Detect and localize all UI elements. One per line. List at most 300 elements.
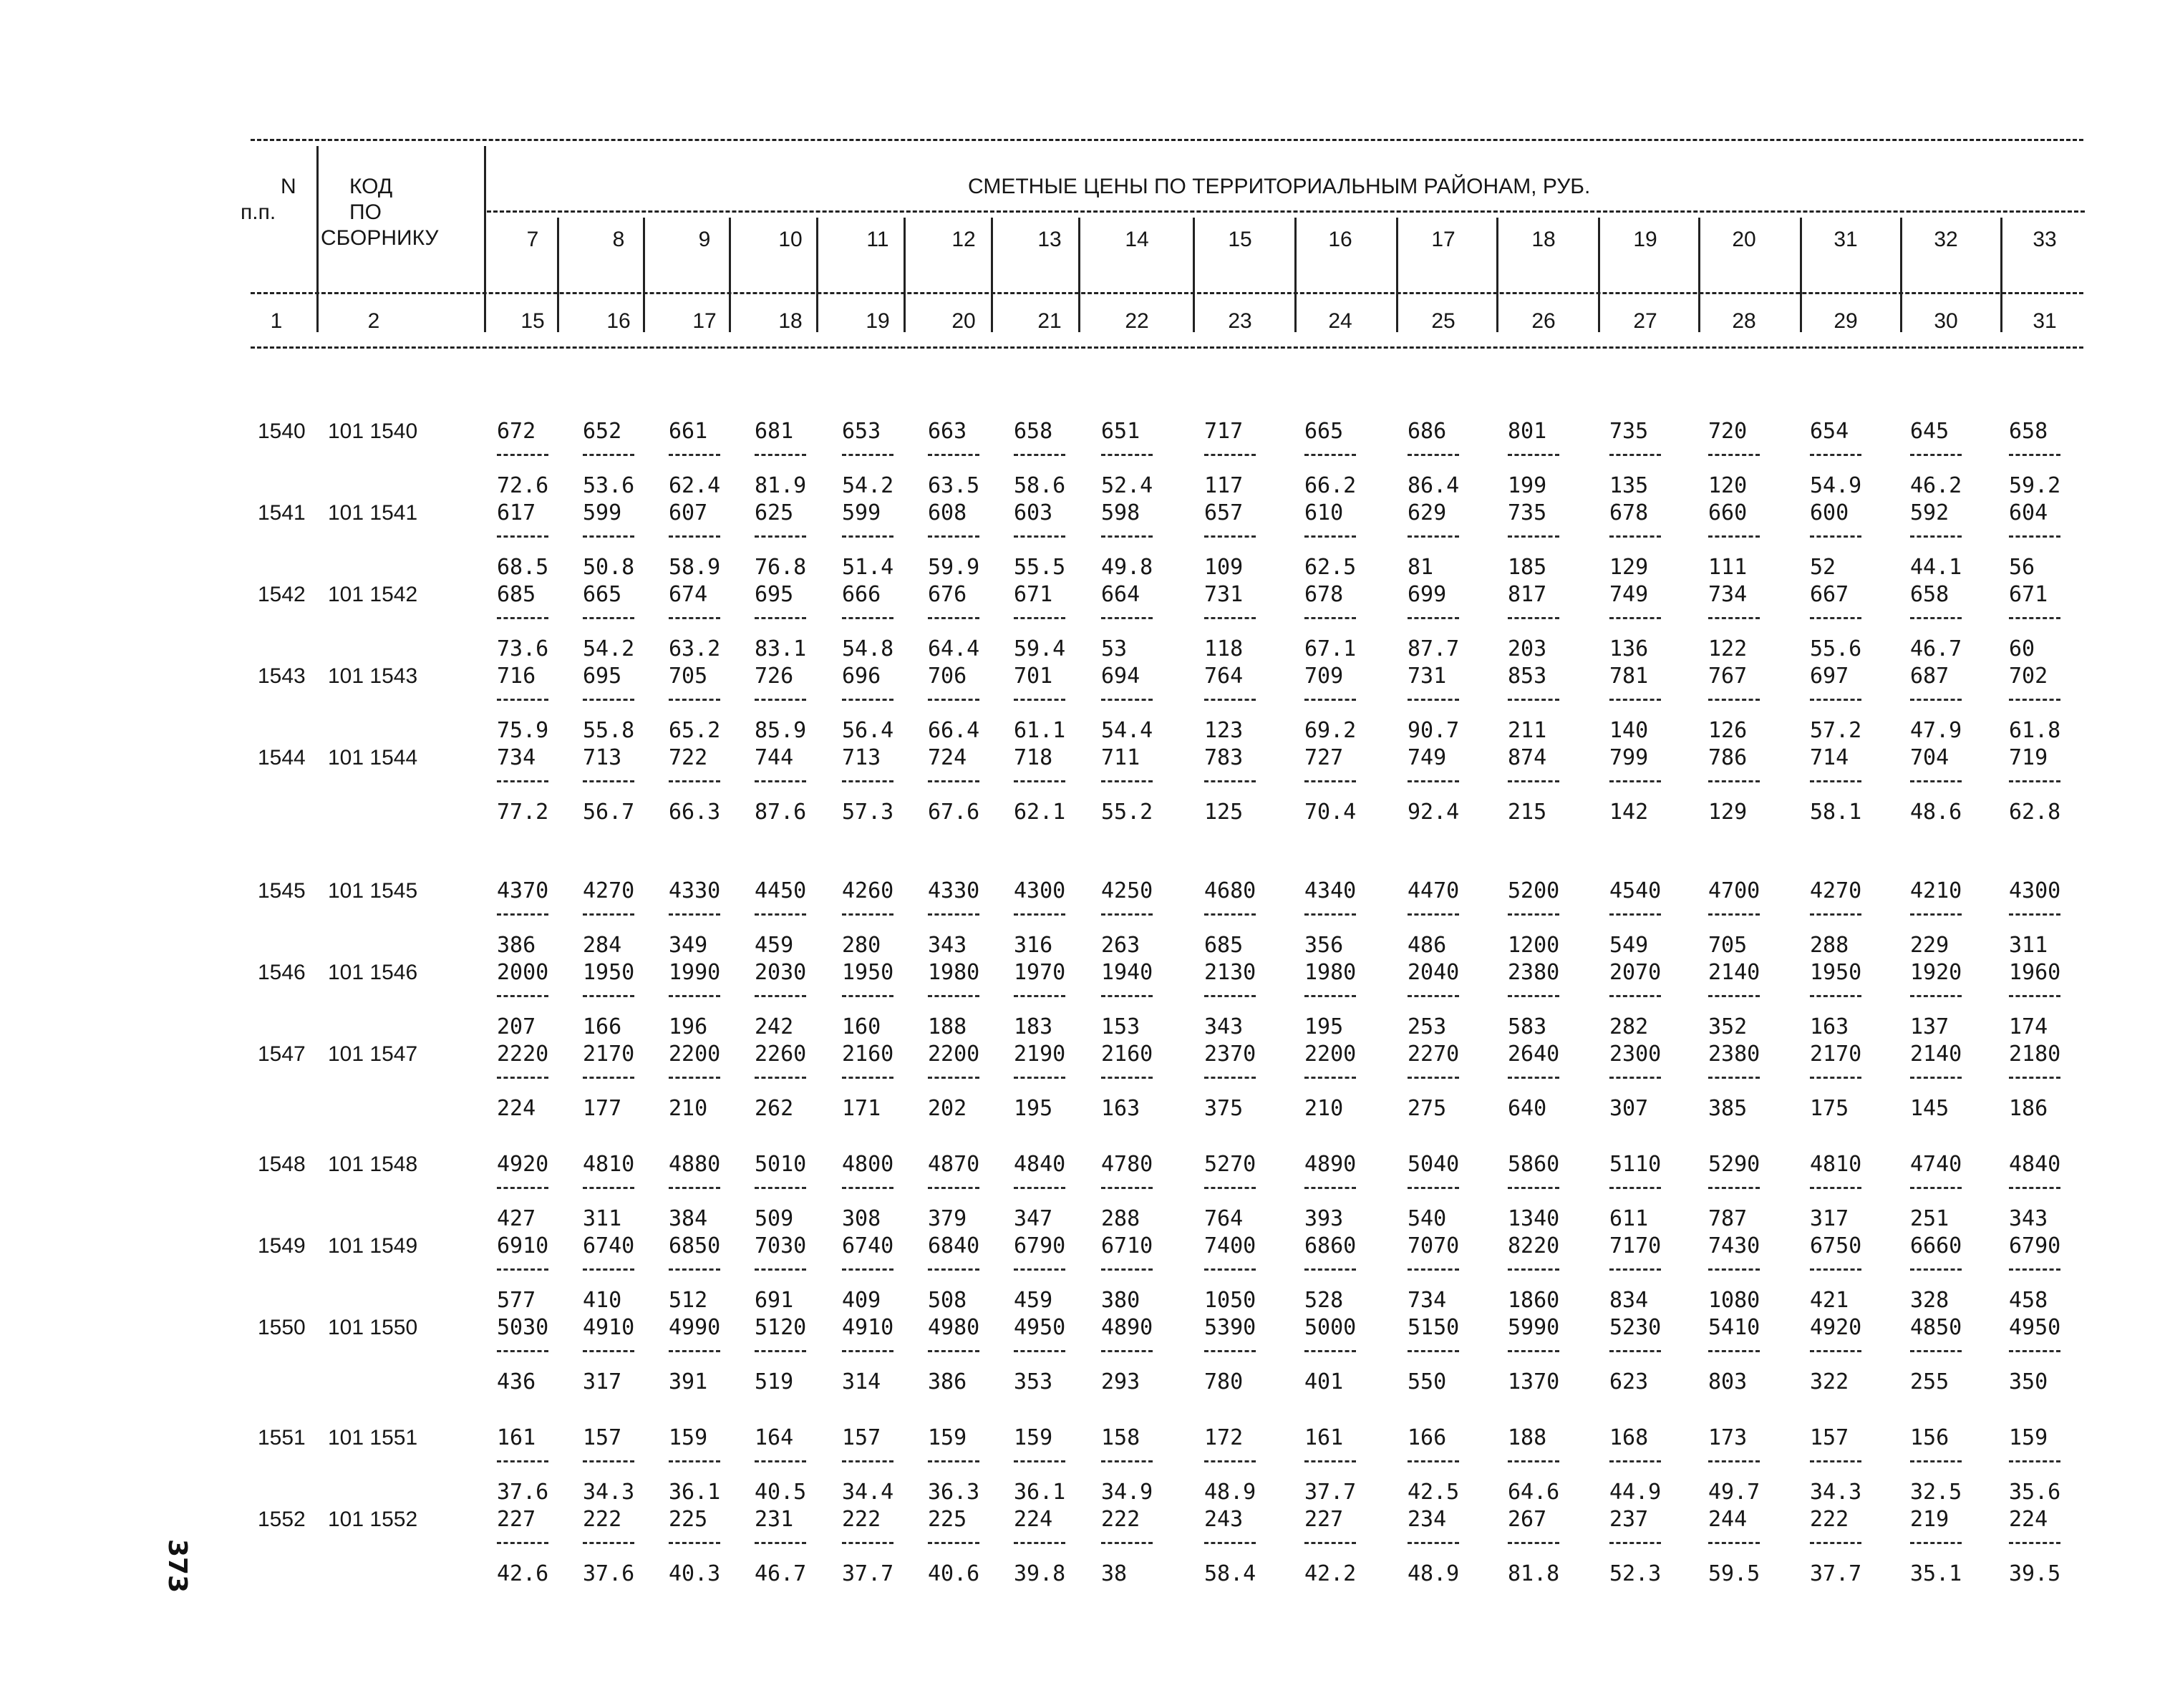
price-denominator: 196 [669, 1014, 708, 1039]
row-code: 101 1546 [328, 961, 418, 984]
fraction-bar [928, 617, 979, 619]
price-denominator: 577 [497, 1288, 536, 1313]
fraction-bar [1204, 780, 1256, 782]
price-value: 7170 [1609, 1233, 1662, 1258]
price-value: 222 [1810, 1507, 1849, 1532]
price-value: 667 [1810, 582, 1849, 607]
fraction-bar [1810, 1542, 1861, 1544]
price-value: 651 [1101, 419, 1140, 444]
price-value: 722 [669, 745, 708, 770]
row-number: 1546 [258, 961, 306, 984]
fraction-bar [2009, 1077, 2060, 1079]
price-denominator: 81 [1408, 555, 1434, 580]
price-denominator: 38 [1101, 1561, 1128, 1586]
fraction-bar [1101, 1350, 1153, 1352]
fraction-bar [1609, 1460, 1661, 1462]
price-denominator: 583 [1508, 1014, 1547, 1039]
fraction-bar [755, 617, 806, 619]
price-value: 1990 [669, 960, 721, 985]
header-vline-2 [484, 146, 486, 332]
price-value: 8220 [1508, 1233, 1560, 1258]
row-number: 1545 [258, 879, 306, 903]
price-value: 702 [2009, 664, 2048, 689]
price-denominator: 512 [669, 1288, 708, 1313]
region-header-33: 33 [2033, 228, 2057, 251]
price-value: 717 [1204, 419, 1244, 444]
price-value: 4950 [2009, 1315, 2061, 1340]
price-denominator: 67.1 [1304, 636, 1357, 661]
header-col-separator [1294, 218, 1297, 332]
fraction-bar [842, 1542, 893, 1544]
price-denominator: 61.1 [1014, 718, 1066, 743]
price-denominator: 174 [2009, 1014, 2048, 1039]
price-denominator: 65.2 [669, 718, 721, 743]
price-value: 157 [583, 1425, 622, 1450]
price-denominator: 328 [1910, 1288, 1949, 1313]
price-value: 5990 [1508, 1315, 1560, 1340]
price-value: 5150 [1408, 1315, 1460, 1340]
price-value: 676 [928, 582, 967, 607]
price-value: 4700 [1708, 878, 1760, 903]
price-value: 6840 [928, 1233, 980, 1258]
price-value: 2170 [583, 1042, 635, 1067]
price-denominator: 137 [1910, 1014, 1949, 1039]
fraction-bar [1708, 699, 1760, 701]
price-denominator: 780 [1204, 1369, 1244, 1394]
price-value: 219 [1910, 1507, 1949, 1532]
price-value: 2380 [1708, 1042, 1760, 1067]
price-value: 5030 [497, 1315, 549, 1340]
fraction-bar [1204, 1268, 1256, 1271]
price-value: 709 [1304, 664, 1344, 689]
row-number: 1541 [258, 501, 306, 525]
price-denominator: 56.4 [842, 718, 894, 743]
price-value: 711 [1101, 745, 1140, 770]
price-denominator: 58.4 [1204, 1561, 1256, 1586]
price-value: 735 [1508, 500, 1547, 525]
price-value: 783 [1204, 745, 1244, 770]
price-denominator: 53 [1101, 636, 1128, 661]
price-denominator: 391 [669, 1369, 708, 1394]
price-denominator: 37.7 [1304, 1480, 1357, 1505]
fraction-bar [2009, 1268, 2060, 1271]
price-denominator: 118 [1204, 636, 1244, 661]
fraction-bar [842, 1350, 893, 1352]
fraction-bar [497, 913, 548, 916]
price-value: 678 [1609, 500, 1649, 525]
price-denominator: 308 [842, 1206, 881, 1231]
row-code: 101 1543 [328, 664, 418, 688]
price-value: 701 [1014, 664, 1053, 689]
price-denominator: 54.9 [1810, 473, 1862, 498]
price-denominator: 70.4 [1304, 800, 1357, 825]
price-value: 244 [1708, 1507, 1748, 1532]
price-value: 600 [1810, 500, 1849, 525]
price-denominator: 40.5 [755, 1480, 807, 1505]
fraction-bar [1508, 699, 1559, 701]
price-value: 4870 [928, 1152, 980, 1177]
price-denominator: 52 [1810, 555, 1836, 580]
header-col-separator [1078, 218, 1080, 332]
price-value: 720 [1708, 419, 1748, 444]
fraction-bar [1708, 1542, 1760, 1544]
fraction-bar [755, 1542, 806, 1544]
price-denominator: 62.1 [1014, 800, 1066, 825]
price-value: 2160 [842, 1042, 894, 1067]
price-value: 2140 [1910, 1042, 1962, 1067]
fraction-bar [842, 454, 893, 456]
price-denominator: 59.4 [1014, 636, 1066, 661]
fraction-bar [669, 1542, 720, 1544]
fraction-bar [583, 535, 634, 538]
fraction-bar [1609, 617, 1661, 619]
fraction-bar [1508, 1460, 1559, 1462]
price-denominator: 52.3 [1609, 1561, 1662, 1586]
fraction-bar [755, 995, 806, 997]
index-col-15: 15 [520, 309, 545, 333]
fraction-bar [1609, 995, 1661, 997]
fraction-bar [1609, 913, 1661, 916]
price-denominator: 53.6 [583, 473, 635, 498]
price-denominator: 64.4 [928, 636, 980, 661]
price-value: 5120 [755, 1315, 807, 1340]
fraction-bar [1508, 454, 1559, 456]
fraction-bar [1101, 454, 1153, 456]
price-denominator: 685 [1204, 933, 1244, 958]
price-denominator: 55.8 [583, 718, 635, 743]
price-denominator: 307 [1609, 1096, 1649, 1121]
price-denominator: 64.6 [1508, 1480, 1560, 1505]
fraction-bar [1708, 1460, 1760, 1462]
price-denominator: 36.1 [669, 1480, 721, 1505]
price-denominator: 44.1 [1910, 555, 1962, 580]
fraction-bar [842, 913, 893, 916]
row-code: 101 1541 [328, 501, 418, 525]
price-value: 799 [1609, 745, 1649, 770]
price-denominator: 67.6 [928, 800, 980, 825]
index-col-31: 31 [2033, 309, 2057, 333]
price-value: 5110 [1609, 1152, 1662, 1177]
price-denominator: 242 [755, 1014, 794, 1039]
fraction-bar [1508, 913, 1559, 916]
price-denominator: 386 [497, 933, 536, 958]
price-denominator: 111 [1708, 555, 1748, 580]
region-header-9: 9 [698, 228, 711, 251]
price-value: 5230 [1609, 1315, 1662, 1340]
price-denominator: 314 [842, 1369, 881, 1394]
col-code-line2: ПО [349, 200, 382, 224]
fraction-bar [583, 995, 634, 997]
price-value: 5200 [1508, 878, 1560, 903]
fraction-bar [1708, 913, 1760, 916]
fraction-bar [1810, 454, 1861, 456]
header-col-separator [729, 218, 731, 332]
index-col-16: 16 [606, 309, 631, 333]
price-value: 718 [1014, 745, 1053, 770]
price-value: 2040 [1408, 960, 1460, 985]
price-denominator: 550 [1408, 1369, 1447, 1394]
price-value: 168 [1609, 1425, 1649, 1450]
price-value: 243 [1204, 1507, 1244, 1532]
fraction-bar [497, 1268, 548, 1271]
price-denominator: 322 [1810, 1369, 1849, 1394]
price-denominator: 83.1 [755, 636, 807, 661]
price-denominator: 356 [1304, 933, 1344, 958]
price-value: 224 [2009, 1507, 2048, 1532]
price-denominator: 48.6 [1910, 800, 1962, 825]
price-denominator: 347 [1014, 1206, 1053, 1231]
header-col-separator [557, 218, 559, 332]
price-value: 617 [497, 500, 536, 525]
fraction-bar [2009, 1460, 2060, 1462]
price-value: 4250 [1101, 878, 1153, 903]
price-denominator: 352 [1708, 1014, 1748, 1039]
fraction-bar [1304, 1350, 1356, 1352]
price-value: 6740 [842, 1233, 894, 1258]
price-value: 653 [842, 419, 881, 444]
price-denominator: 528 [1304, 1288, 1344, 1313]
price-value: 4810 [583, 1152, 635, 1177]
price-denominator: 123 [1204, 718, 1244, 743]
price-denominator: 55.5 [1014, 555, 1066, 580]
price-value: 5290 [1708, 1152, 1760, 1177]
fraction-bar [1508, 535, 1559, 538]
price-value: 4210 [1910, 878, 1962, 903]
price-value: 4920 [1810, 1315, 1862, 1340]
price-value: 671 [2009, 582, 2048, 607]
price-value: 607 [669, 500, 708, 525]
price-value: 592 [1910, 500, 1949, 525]
index-col-19: 19 [866, 309, 890, 333]
fraction-bar [497, 454, 548, 456]
price-denominator: 188 [928, 1014, 967, 1039]
price-denominator: 42.6 [497, 1561, 549, 1586]
row-code: 101 1552 [328, 1508, 418, 1531]
fraction-bar [1408, 1268, 1459, 1271]
price-value: 781 [1609, 664, 1649, 689]
price-denominator: 34.4 [842, 1480, 894, 1505]
fraction-bar [583, 699, 634, 701]
price-denominator: 1860 [1508, 1288, 1560, 1313]
fraction-bar [1408, 995, 1459, 997]
price-denominator: 66.2 [1304, 473, 1357, 498]
fraction-bar [2009, 1542, 2060, 1544]
col-np-bottom: п.п. [241, 200, 276, 224]
price-denominator: 37.7 [1810, 1561, 1862, 1586]
fraction-bar [1708, 780, 1760, 782]
fraction-bar [1810, 1187, 1861, 1189]
price-denominator: 125 [1204, 800, 1244, 825]
fraction-bar [497, 1077, 548, 1079]
price-value: 599 [842, 500, 881, 525]
price-value: 695 [755, 582, 794, 607]
price-value: 1950 [1810, 960, 1862, 985]
fraction-bar [583, 1542, 634, 1544]
price-value: 661 [669, 419, 708, 444]
price-value: 767 [1708, 664, 1748, 689]
price-value: 699 [1408, 582, 1447, 607]
page-number: 373 [163, 1539, 192, 1593]
price-denominator: 153 [1101, 1014, 1140, 1039]
price-denominator: 386 [928, 1369, 967, 1394]
region-header-7: 7 [526, 228, 539, 251]
fraction-bar [928, 454, 979, 456]
price-denominator: 35.1 [1910, 1561, 1962, 1586]
price-denominator: 63.5 [928, 473, 980, 498]
price-denominator: 32.5 [1910, 1480, 1962, 1505]
fraction-bar [1408, 454, 1459, 456]
header-vline-1 [316, 146, 319, 332]
price-denominator: 401 [1304, 1369, 1344, 1394]
price-denominator: 764 [1204, 1206, 1244, 1231]
region-header-17: 17 [1431, 228, 1455, 251]
fraction-bar [1304, 1542, 1356, 1544]
price-value: 705 [669, 664, 708, 689]
fraction-bar [755, 780, 806, 782]
price-value: 4910 [583, 1315, 635, 1340]
price-denominator: 37.6 [497, 1480, 549, 1505]
price-denominator: 55.2 [1101, 800, 1153, 825]
price-value: 749 [1408, 745, 1447, 770]
price-denominator: 623 [1609, 1369, 1649, 1394]
price-value: 685 [497, 582, 536, 607]
header-mid-rule [251, 292, 2083, 294]
index-col-20: 20 [951, 309, 976, 333]
price-denominator: 85.9 [755, 718, 807, 743]
price-denominator: 34.9 [1101, 1480, 1153, 1505]
fraction-bar [497, 535, 548, 538]
price-value: 2070 [1609, 960, 1662, 985]
price-denominator: 51.4 [842, 555, 894, 580]
price-value: 222 [842, 1507, 881, 1532]
price-denominator: 136 [1609, 636, 1649, 661]
price-value: 224 [1014, 1507, 1053, 1532]
price-value: 6740 [583, 1233, 635, 1258]
price-value: 6660 [1910, 1233, 1962, 1258]
fraction-bar [669, 535, 720, 538]
price-value: 731 [1408, 664, 1447, 689]
fraction-bar [669, 699, 720, 701]
fraction-bar [497, 1187, 548, 1189]
fraction-bar [1101, 780, 1153, 782]
price-denominator: 186 [2009, 1096, 2048, 1121]
index-col-21: 21 [1037, 309, 1062, 333]
price-value: 734 [1708, 582, 1748, 607]
fraction-bar [1014, 1187, 1065, 1189]
price-value: 2200 [928, 1042, 980, 1067]
fraction-bar [1910, 913, 1962, 916]
price-denominator: 37.6 [583, 1561, 635, 1586]
price-denominator: 409 [842, 1288, 881, 1313]
price-value: 4450 [755, 878, 807, 903]
price-denominator: 117 [1204, 473, 1244, 498]
price-value: 4270 [583, 878, 635, 903]
price-denominator: 379 [928, 1206, 967, 1231]
price-value: 658 [1014, 419, 1053, 444]
price-value: 172 [1204, 1425, 1244, 1450]
fraction-bar [1508, 995, 1559, 997]
fraction-bar [2009, 535, 2060, 538]
price-value: 2380 [1508, 960, 1560, 985]
price-denominator: 60 [2009, 636, 2035, 661]
fraction-bar [1910, 1460, 1962, 1462]
price-value: 2200 [1304, 1042, 1357, 1067]
index-col-25: 25 [1431, 309, 1455, 333]
header-col-separator [816, 218, 818, 332]
price-value: 5010 [755, 1152, 807, 1177]
header-col-separator [1800, 218, 1802, 332]
price-denominator: 275 [1408, 1096, 1447, 1121]
fraction-bar [1304, 1268, 1356, 1271]
fraction-bar [1508, 1350, 1559, 1352]
price-value: 4880 [669, 1152, 721, 1177]
price-denominator: 50.8 [583, 555, 635, 580]
fraction-bar [755, 1460, 806, 1462]
price-denominator: 343 [2009, 1206, 2048, 1231]
price-value: 2300 [1609, 1042, 1662, 1067]
fraction-bar [1910, 617, 1962, 619]
price-denominator: 72.6 [497, 473, 549, 498]
region-header-14: 14 [1125, 228, 1149, 251]
fraction-bar [1204, 1077, 1256, 1079]
fraction-bar [1304, 1077, 1356, 1079]
fraction-bar [1810, 995, 1861, 997]
fraction-bar [583, 617, 634, 619]
region-header-19: 19 [1633, 228, 1657, 251]
price-denominator: 34.3 [583, 1480, 635, 1505]
price-value: 657 [1204, 500, 1244, 525]
fraction-bar [497, 1350, 548, 1352]
fraction-bar [1910, 780, 1962, 782]
fraction-bar [928, 995, 979, 997]
fraction-bar [1101, 1542, 1153, 1544]
price-denominator: 316 [1014, 933, 1053, 958]
fraction-bar [1408, 1350, 1459, 1352]
price-value: 604 [2009, 500, 2048, 525]
region-header-10: 10 [778, 228, 803, 251]
price-value: 2200 [669, 1042, 721, 1067]
fraction-bar [1304, 454, 1356, 456]
fraction-bar [1810, 1350, 1861, 1352]
price-denominator: 215 [1508, 800, 1547, 825]
fraction-bar [1408, 1542, 1459, 1544]
price-denominator: 49.8 [1101, 555, 1153, 580]
price-denominator: 224 [497, 1096, 536, 1121]
fraction-bar [1204, 617, 1256, 619]
fraction-bar [1304, 535, 1356, 538]
price-value: 874 [1508, 745, 1547, 770]
price-denominator: 166 [583, 1014, 622, 1039]
price-denominator: 380 [1101, 1288, 1140, 1313]
price-value: 645 [1910, 419, 1949, 444]
price-value: 726 [755, 664, 794, 689]
price-value: 2180 [2009, 1042, 2061, 1067]
fraction-bar [1304, 1460, 1356, 1462]
price-denominator: 803 [1708, 1369, 1748, 1394]
price-denominator: 109 [1204, 555, 1244, 580]
price-denominator: 210 [669, 1096, 708, 1121]
price-value: 724 [928, 745, 967, 770]
price-denominator: 47.9 [1910, 718, 1962, 743]
fraction-bar [497, 617, 548, 619]
price-value: 660 [1708, 500, 1748, 525]
price-denominator: 284 [583, 933, 622, 958]
price-value: 598 [1101, 500, 1140, 525]
fraction-bar [1204, 995, 1256, 997]
price-value: 786 [1708, 745, 1748, 770]
fraction-bar [583, 1187, 634, 1189]
header-col-separator [1900, 218, 1902, 332]
